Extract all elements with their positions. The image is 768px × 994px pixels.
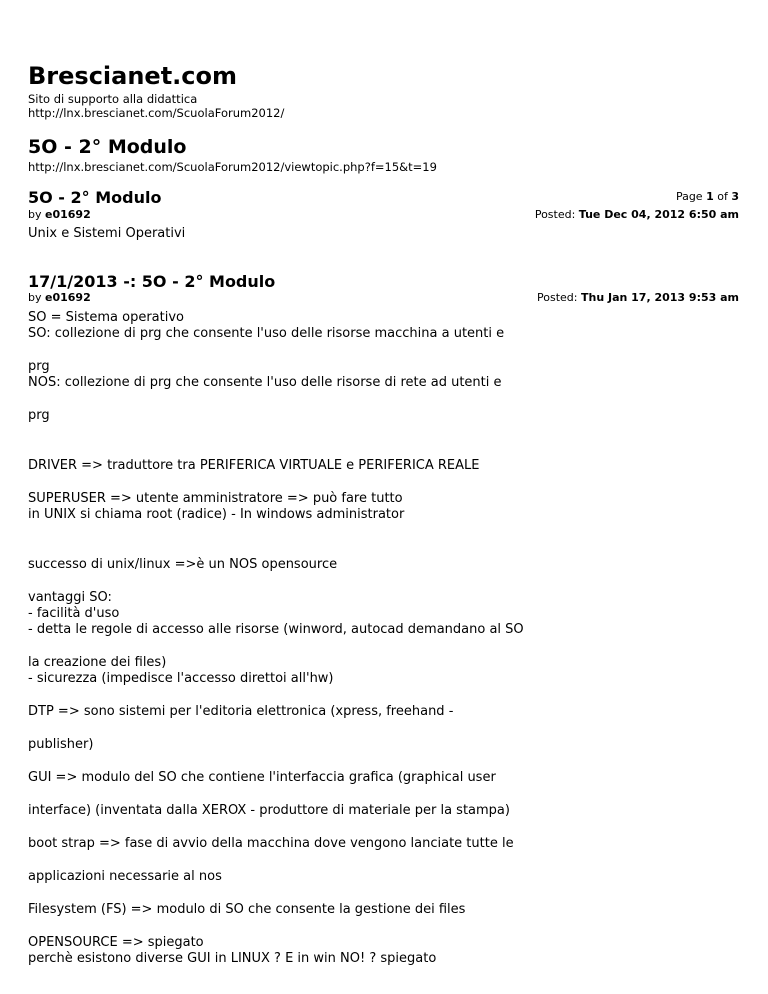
post-date: Tue Dec 04, 2012 6:50 am (578, 208, 739, 221)
post-line (28, 819, 728, 836)
site-subtitle: Sito di supporto alla didattica (28, 92, 198, 106)
post-body (28, 226, 728, 242)
post-title: 5O - 2° Modulo (28, 188, 162, 207)
post-line (28, 540, 728, 557)
post-line (28, 342, 728, 359)
post-date: Thu Jan 17, 2013 9:53 am (580, 291, 739, 304)
post-line: OPENSOURCE => spiegato (28, 935, 204, 950)
post-line: prg (28, 359, 50, 374)
post-line (28, 687, 728, 704)
post-author-line (28, 208, 91, 222)
post-line (28, 918, 728, 935)
post-line (28, 852, 728, 869)
post-line: SUPERUSER => utente amministratore => può fare tutto (28, 491, 403, 506)
post-line: successo di unix/linux =>è un NOS opensource (28, 557, 338, 572)
post-author-line (28, 291, 91, 305)
page-total: 3 (731, 190, 739, 203)
page-current: 1 (706, 190, 714, 203)
topic-title: 5O - 2° Modulo (28, 136, 187, 158)
post-line: - detta le regole di accesso alle risorse (winword, autocad demandano al SO (28, 622, 524, 637)
post-line (28, 720, 728, 737)
post-date-line (537, 291, 739, 305)
post-line: DTP => sono sistemi per l'editoria elettronica (xpress, freehand - (28, 704, 454, 719)
post-author: e01692 (45, 291, 91, 304)
site-title: Brescianet.com (28, 62, 238, 90)
post-line (28, 523, 728, 540)
post-line (28, 573, 728, 590)
post-line (28, 753, 728, 770)
by-label: by (28, 208, 45, 221)
by-label: by (28, 291, 45, 304)
posted-label: Posted: (534, 208, 579, 221)
post-line: perchè esistono diverse GUI in LINUX ? E in win NO! ? spiegato (28, 951, 437, 966)
post-line: la creazione dei files) (28, 655, 167, 670)
post-line: - sicurezza (impedisce l'accesso direttoi all'hw) (28, 671, 334, 686)
post-line (28, 441, 728, 458)
site-url: http://lnx.brescianet.com/ScuolaForum2012/ (28, 106, 285, 120)
post-line (28, 474, 728, 491)
post-line: SO = Sistema operativo (28, 310, 185, 325)
post-line: in UNIX si chiama root (radice) - In windows administrator (28, 507, 405, 522)
post-line: DRIVER => traduttore tra PERIFERICA VIRTUALE e PERIFERICA REALE (28, 458, 480, 473)
post-line: vantaggi SO: (28, 590, 112, 605)
post-line: - facilità d'uso (28, 606, 120, 621)
post-line: NOS: collezione di prg che consente l'uso delle risorse di rete ad utenti e (28, 375, 502, 390)
page-indicator (676, 190, 739, 204)
post-line (28, 638, 728, 655)
post-line: SO: collezione di prg che consente l'uso delle risorse macchina a utenti e (28, 326, 505, 341)
posted-label: Posted: (537, 291, 581, 304)
page-sep: of (713, 190, 732, 203)
post-date-line (535, 208, 739, 222)
post-line: Filesystem (FS) => modulo di SO che consente la gestione dei files (28, 902, 466, 917)
post-line: prg (28, 408, 50, 423)
site-header-info (28, 92, 284, 120)
page-label: Page (675, 190, 707, 203)
post-line: publisher) (28, 737, 94, 752)
post-author: e01692 (45, 208, 91, 221)
post-title: 17/1/2013 -: 5O - 2° Modulo (28, 272, 276, 291)
post-line (28, 885, 728, 902)
post-line (28, 786, 728, 803)
post-line: Unix e Sistemi Operativi (28, 226, 186, 241)
post-body (28, 310, 728, 967)
post-line (28, 424, 728, 441)
post-line: interface) (inventata dalla XEROX - produttore di materiale per la stampa) (28, 803, 510, 818)
post-line: GUI => modulo del SO che contiene l'interfaccia grafica (graphical user (28, 770, 496, 785)
topic-url: http://lnx.brescianet.com/ScuolaForum2012/viewtopic.php?f=15&t=19 (28, 160, 437, 174)
post-line (28, 391, 728, 408)
post-line: boot strap => fase di avvio della macchina dove vengono lanciate tutte le (28, 836, 514, 851)
post-line: applicazioni necessarie al nos (28, 869, 222, 884)
